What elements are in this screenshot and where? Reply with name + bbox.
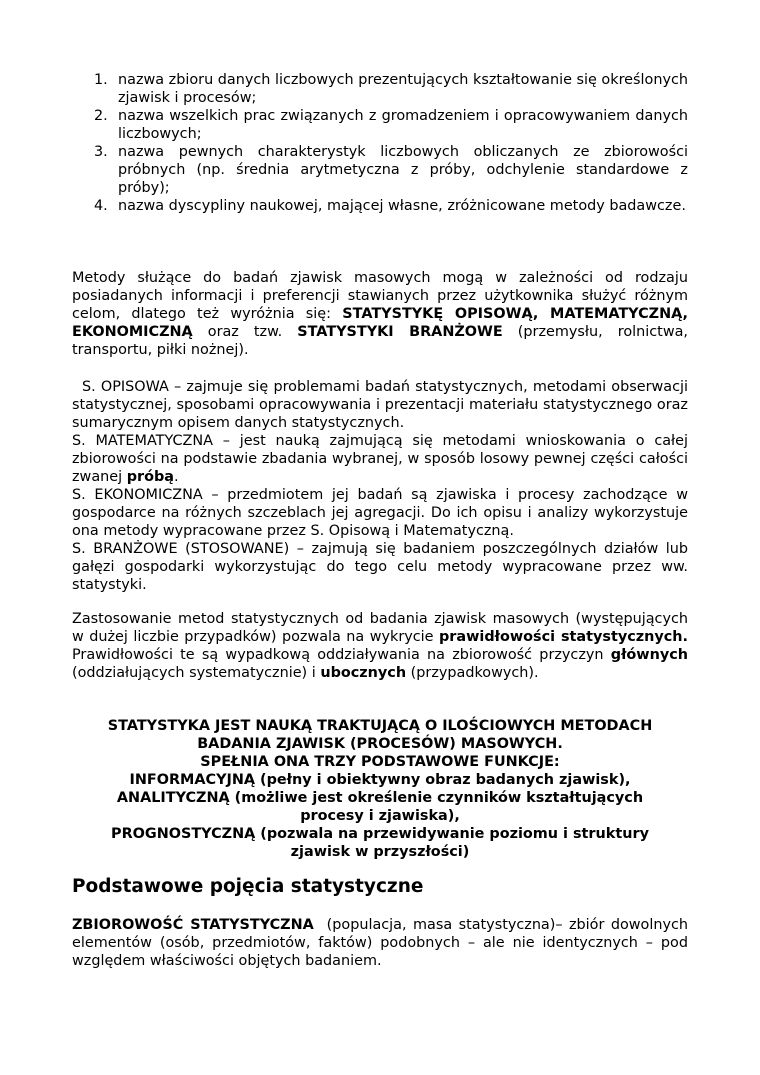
- list-item: [72, 197, 688, 215]
- ekonomiczna-paragraph: S. EKONOMICZNA – przedmiotem jej badań są zjawiska i procesy zachodzące w gospodarce na różnych szczeblach jej agregacji. Do ich opisu i analizy wykorzystuje ona metody wypracowane przez S. Opisową i Matematyczną.: [72, 487, 688, 539]
- matematyczna-paragraph: S. MATEMATYCZNA – jest nauką zajmującą się metodami wnioskowania o całej zbiorowości na podstawie zbadania wybranej, w sposób losowy pewnej części całości zwanej próbą.: [72, 433, 688, 485]
- list-item: [72, 107, 688, 143]
- list-number: 4.: [94, 198, 108, 214]
- opisowa-paragraph: S. OPISOWA – zajmuje się problemami badań statystycznych, metodami obserwacji statystycznej, sposobami opracowywania i prezentacji materiału statystycznego oraz sumarycznym opisem danych statystycznych.: [72, 379, 688, 431]
- list-text: nazwa zbioru danych liczbowych prezentujących kształtowanie się określonych zjawisk i procesów;: [118, 72, 688, 106]
- summary-block: STATYSTYKA JEST NAUKĄ TRAKTUJĄCĄ O ILOŚCIOWYCH METODACH BADANIA ZJAWISK (PROCESÓW) MASOWYCH. SPEŁNIA ONA TRZY PODSTAWOWE FUNKCJE: INFORMACYJNĄ (pełny i obiektywny obraz badanych zjawisk), ANALITYCZNĄ (możliwe jest określenie czynników kształtujących procesy i zjawiska), PROGNOSTYCZNĄ (pozwala na przewidywanie poziomu i struktury zjawisk w przyszłości): [107, 718, 653, 860]
- methods-paragraph: Metody służące do badań zjawisk masowych mogą w zależności od rodzaju posiadanych informacji i preferencji stawianych przez użytkownika służyć różnym celom, dlatego też wyróżnia się: STATYSTYKĘ OPISOWĄ, MATEMATYCZNĄ, EKONOMICZNĄ oraz tzw. STATYSTYKI BRANŻOWE (przemysłu, rolnictwa, transportu, piłki nożnej).: [72, 270, 688, 358]
- list-text: nazwa dyscypliny naukowej, mającej własne, zróżnicowane metody badawcze.: [118, 198, 686, 214]
- zastosowanie-paragraph: Zastosowanie metod statystycznych od badania zjawisk masowych (występujących w dużej liczbie przypadków) pozwala na wykrycie prawidłowości statystycznych. Prawidłowości te są wypadkową oddziaływania na zbiorowość przyczyn głównych (oddziałujących systematycznie) i ubocznych (przypadkowych).: [72, 611, 688, 681]
- list-number: 2.: [94, 108, 108, 124]
- list-text: nazwa pewnych charakterystyk liczbowych obliczanych ze zbiorowości próbnych (np. średnia arytmetyczna z próby, odchylenie standardowe z próby);: [118, 144, 688, 196]
- list-item: [72, 71, 688, 107]
- list-item: [72, 143, 688, 197]
- section-heading: Podstawowe pojęcia statystyczne: [72, 876, 424, 897]
- zbiorowosc-paragraph: ZBIOROWOŚĆ STATYSTYCZNA (populacja, masa statystyczna)– zbiór dowolnych elementów (osób, przedmiotów, faktów) podobnych – ale nie identycznych – pod względem właściwości objętych badaniem.: [72, 917, 693, 969]
- list-text: nazwa wszelkich prac związanych z gromadzeniem i opracowywaniem danych liczbowych;: [118, 108, 688, 142]
- list-number: 1.: [94, 72, 108, 88]
- list-number: 3.: [94, 144, 108, 160]
- definitions-list: [72, 71, 688, 215]
- branzowe-paragraph: S. BRANŻOWE (STOSOWANE) – zajmują się badaniem poszczególnych działów lub gałęzi gospodarki wykorzystując do tego celu metody wypracowane przez ww. statystyki.: [72, 541, 688, 593]
